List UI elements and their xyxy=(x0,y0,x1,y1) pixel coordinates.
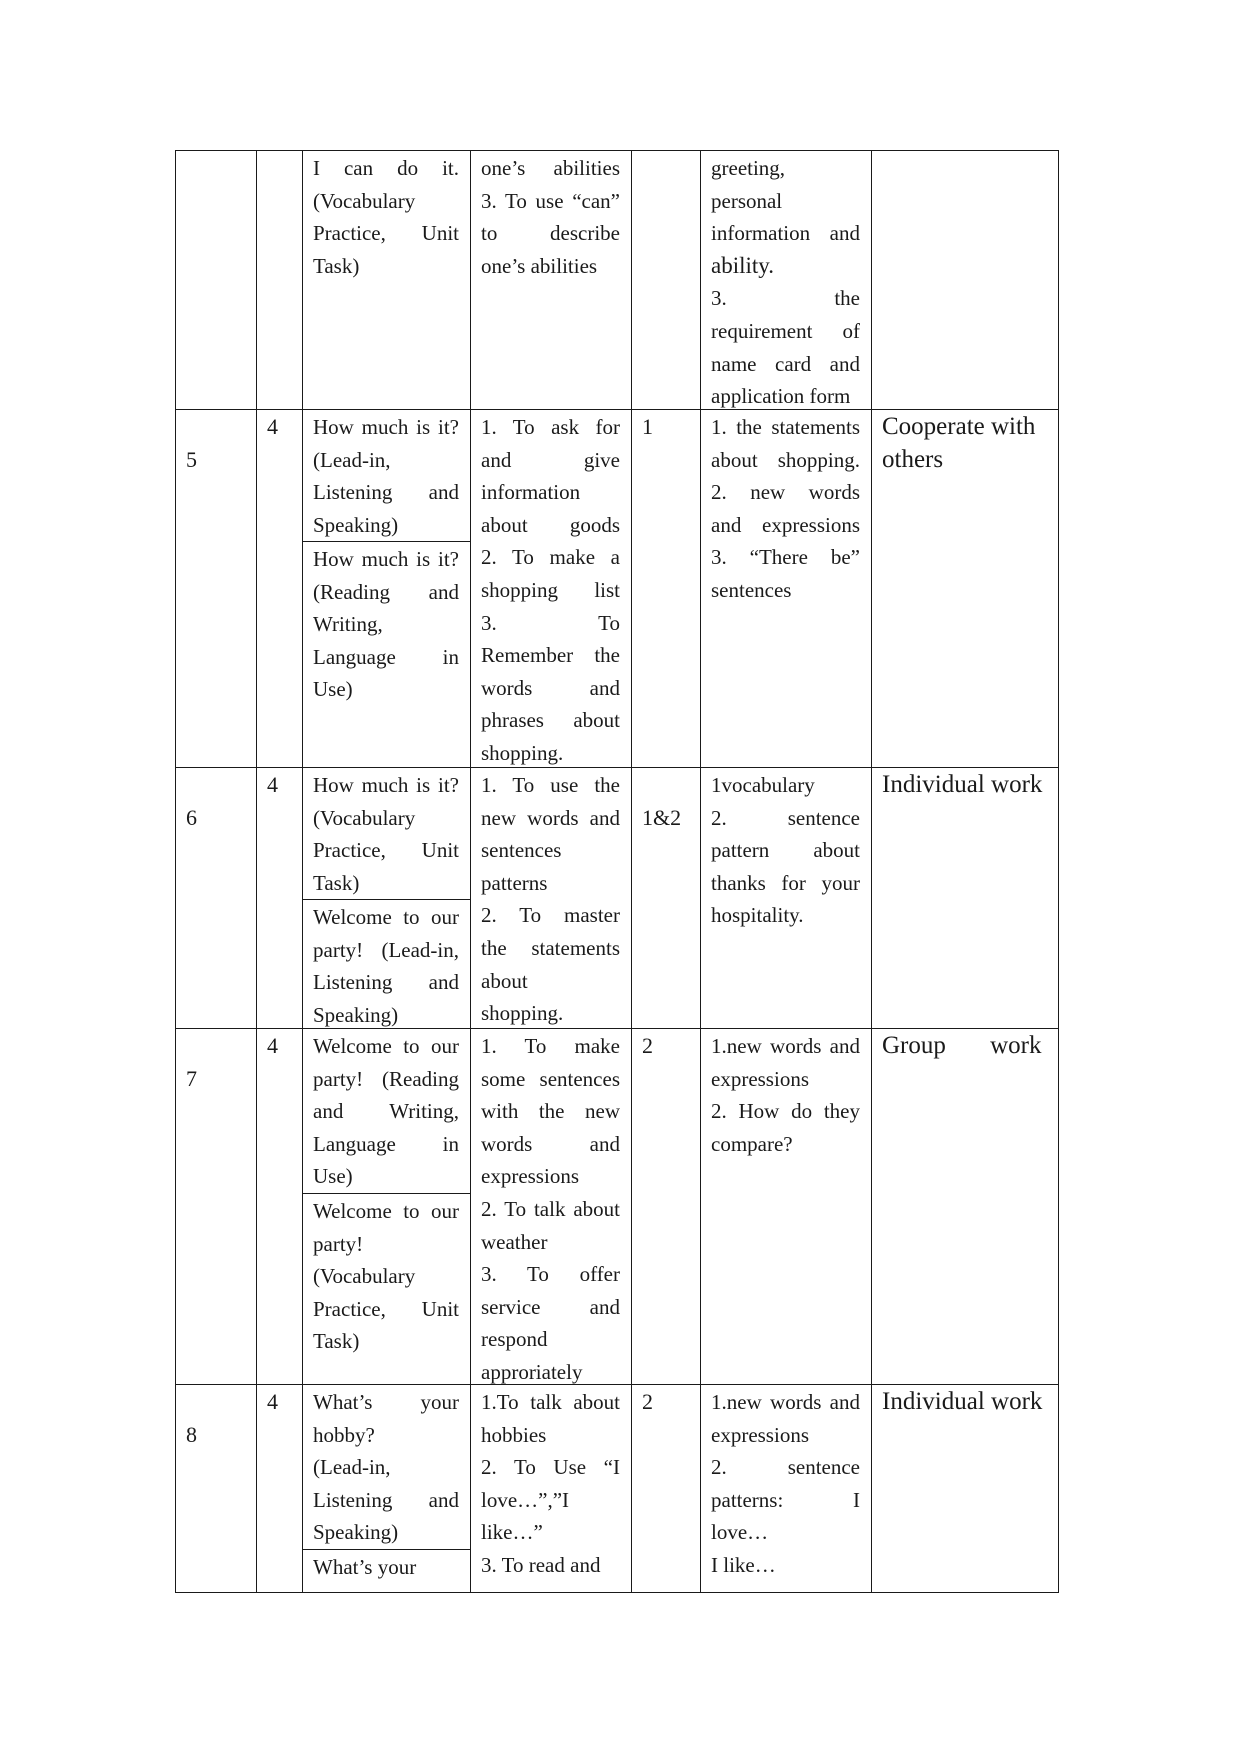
text-line: and give xyxy=(481,447,620,472)
text-line: 2. new words xyxy=(711,480,860,505)
text-line: requirement of xyxy=(711,318,860,343)
text-line: Use) xyxy=(313,1164,353,1189)
text-line: Language in xyxy=(313,1131,459,1156)
row-border xyxy=(175,1592,1059,1593)
text-line: like…” xyxy=(481,1520,543,1545)
text-line: to describe xyxy=(481,221,620,246)
topic-cell xyxy=(313,769,459,899)
objectives-cell xyxy=(481,1030,620,1389)
column-border xyxy=(871,150,872,1593)
table-outer-border xyxy=(175,150,176,1593)
table-outer-border xyxy=(1058,150,1059,1593)
text-line: Group work xyxy=(882,1032,1042,1059)
text-line: Writing, xyxy=(313,612,383,637)
text-line: party! (Reading xyxy=(313,1066,459,1091)
text-line: Task) xyxy=(313,1329,360,1354)
text-line: words and xyxy=(481,1131,620,1156)
text-line: information xyxy=(481,480,581,505)
text-line: service and xyxy=(481,1294,620,1319)
text-line: others xyxy=(882,445,944,473)
topic-divider xyxy=(302,1549,471,1550)
text-line: Welcome to our xyxy=(313,1199,459,1223)
content-cell xyxy=(711,411,860,607)
text-line: shopping list xyxy=(481,577,620,602)
text-line: and expressions xyxy=(711,512,860,537)
text-line: patterns xyxy=(481,870,548,895)
hours-value: 4 xyxy=(267,1033,278,1058)
activity-cell xyxy=(882,1386,1047,1419)
topic-cell xyxy=(313,1551,459,1584)
text-line: application form xyxy=(711,384,851,409)
text-line: Listening and xyxy=(313,1487,459,1512)
text-line: expressions xyxy=(481,1164,579,1189)
unit-number: 5 xyxy=(186,446,197,472)
text-line: about xyxy=(481,968,528,993)
level-value: 1 xyxy=(642,414,653,439)
text-line: Listening and xyxy=(313,970,459,995)
text-line: 1. To use the xyxy=(481,773,620,797)
text-line: 1. To make xyxy=(481,1034,620,1058)
text-line: 1.new words and xyxy=(711,1390,860,1414)
text-line: Task) xyxy=(313,253,360,278)
text-line: 2. To master xyxy=(481,903,620,928)
text-line: the statements xyxy=(481,935,620,960)
column-border xyxy=(631,150,632,1593)
text-line: greeting, xyxy=(711,156,786,180)
topic-cell xyxy=(313,411,459,541)
text-line: sentences xyxy=(711,577,792,602)
text-line: 3. “There be” xyxy=(711,545,860,570)
text-line: 2. To talk about xyxy=(481,1196,620,1221)
text-line: name card and xyxy=(711,351,860,376)
objectives-cell xyxy=(481,152,620,282)
hours-value: 4 xyxy=(267,414,278,439)
activity-cell xyxy=(882,411,1047,476)
topic-cell xyxy=(313,1195,459,1358)
text-line: 1vocabulary xyxy=(711,773,815,797)
text-line: 3. To offer xyxy=(481,1262,620,1287)
text-line: Speaking) xyxy=(313,1002,399,1027)
hours-value: 4 xyxy=(267,1389,278,1414)
text-line: (Lead-in, xyxy=(313,1455,391,1480)
text-line: Use) xyxy=(313,677,353,702)
topic-cell xyxy=(313,1386,459,1549)
text-line: What’s your xyxy=(313,1390,459,1414)
text-line: 3. To use “can” xyxy=(481,188,620,213)
text-line: one’s abilities xyxy=(481,156,620,180)
text-line: and Writing, xyxy=(313,1099,459,1124)
text-line: (Lead-in, xyxy=(313,447,391,472)
text-line: some sentences xyxy=(481,1066,620,1091)
text-line: How much is it? xyxy=(313,547,459,571)
text-line: with the new xyxy=(481,1099,620,1124)
text-line: Speaking) xyxy=(313,512,399,537)
text-line: Task) xyxy=(313,870,360,895)
text-line: 3. To read and xyxy=(481,1552,601,1577)
unit-number: 7 xyxy=(186,1065,197,1091)
column-border xyxy=(470,150,471,1593)
objectives-cell xyxy=(481,411,620,770)
column-border xyxy=(302,150,303,1593)
text-line: Practice, Unit xyxy=(313,221,459,246)
text-line: weather xyxy=(481,1229,548,1254)
content-cell xyxy=(711,1030,860,1160)
text-line: shopping. xyxy=(481,1001,564,1026)
text-line: Individual work xyxy=(882,771,1043,798)
unit-number: 8 xyxy=(186,1421,197,1447)
text-line: new words and xyxy=(481,805,620,830)
text-line: Individual work xyxy=(882,1388,1043,1415)
text-line: 2. To Use “I xyxy=(481,1455,620,1480)
activity-cell xyxy=(882,769,1047,802)
text-line: I can do it. xyxy=(313,156,459,180)
text-line: personal xyxy=(711,188,783,213)
text-line: Practice, Unit xyxy=(313,1296,459,1321)
text-line: compare? xyxy=(711,1131,793,1156)
text-line: respond xyxy=(481,1327,548,1352)
text-line: 1. To ask for xyxy=(481,415,620,439)
text-line: Remember the xyxy=(481,643,620,668)
content-cell xyxy=(711,152,860,413)
text-line: expressions xyxy=(711,1422,809,1447)
text-line: patterns: I xyxy=(711,1487,860,1512)
text-line: expressions xyxy=(711,1066,809,1091)
objectives-cell xyxy=(481,1386,620,1582)
text-line: 2. sentence xyxy=(711,805,860,830)
topic-cell xyxy=(313,152,459,282)
text-line: I like… xyxy=(711,1552,776,1577)
text-line: pattern about xyxy=(711,838,860,863)
text-line: ability. xyxy=(711,252,775,278)
text-line: love… xyxy=(711,1520,769,1545)
text-line: Listening and xyxy=(313,480,459,505)
text-line: Welcome to our xyxy=(313,905,459,929)
text-line: Welcome to our xyxy=(313,1034,459,1058)
text-line: 2. sentence xyxy=(711,1455,860,1480)
text-line: thanks for your xyxy=(711,870,860,895)
level-value: 1&2 xyxy=(642,804,682,830)
level-value: 2 xyxy=(642,1389,653,1414)
text-line: How much is it? xyxy=(313,415,459,439)
column-border xyxy=(700,150,701,1593)
topic-divider xyxy=(302,899,471,900)
text-line: words and xyxy=(481,675,620,700)
text-line: information and xyxy=(711,221,860,246)
table-top-border xyxy=(175,150,1059,151)
text-line: (Vocabulary xyxy=(313,805,416,830)
text-line: (Vocabulary xyxy=(313,1264,416,1289)
text-line: love…”,”I xyxy=(481,1487,570,1512)
topic-cell xyxy=(313,543,459,706)
text-line: sentences xyxy=(481,838,562,863)
text-line: 3. the xyxy=(711,286,860,311)
text-line: 1.To talk about xyxy=(481,1390,620,1414)
text-line: hobbies xyxy=(481,1422,547,1447)
topic-divider xyxy=(302,541,471,542)
unit-number: 6 xyxy=(186,804,197,830)
text-line: Practice, Unit xyxy=(313,838,459,863)
content-cell xyxy=(711,769,860,932)
topic-divider xyxy=(302,1193,471,1194)
text-line: Language in xyxy=(313,644,459,669)
row-border xyxy=(175,409,1059,410)
content-cell xyxy=(711,1386,860,1582)
text-line: 2. To make a xyxy=(481,545,620,570)
hours-value: 4 xyxy=(267,772,278,797)
text-line: (Vocabulary xyxy=(313,188,416,213)
activity-cell xyxy=(882,1030,1047,1063)
level-value: 2 xyxy=(642,1033,653,1058)
column-border xyxy=(256,150,257,1593)
text-line: How much is it? xyxy=(313,773,459,797)
text-line: 3. To xyxy=(481,610,620,635)
text-line: approriately xyxy=(481,1359,583,1384)
text-line: hobby? xyxy=(313,1422,375,1447)
topic-cell xyxy=(313,1030,459,1193)
text-line: Speaking) xyxy=(313,1520,399,1545)
text-line: Cooperate with xyxy=(882,413,1036,440)
text-line: phrases about xyxy=(481,708,620,733)
topic-cell xyxy=(313,901,459,1031)
text-line: 1. the statements xyxy=(711,415,860,439)
text-line: about goods xyxy=(481,512,620,537)
text-line: What’s your xyxy=(313,1555,417,1579)
text-line: one’s abilities xyxy=(481,253,598,278)
text-line: about shopping. xyxy=(711,447,860,472)
text-line: 2. How do they xyxy=(711,1099,860,1124)
text-line: hospitality. xyxy=(711,903,804,928)
text-line: party! xyxy=(313,1231,364,1256)
text-line: party! (Lead-in, xyxy=(313,937,459,962)
text-line: (Reading and xyxy=(313,579,459,604)
objectives-cell xyxy=(481,769,620,1030)
text-line: 1.new words and xyxy=(711,1034,860,1058)
text-line: shopping. xyxy=(481,740,564,765)
